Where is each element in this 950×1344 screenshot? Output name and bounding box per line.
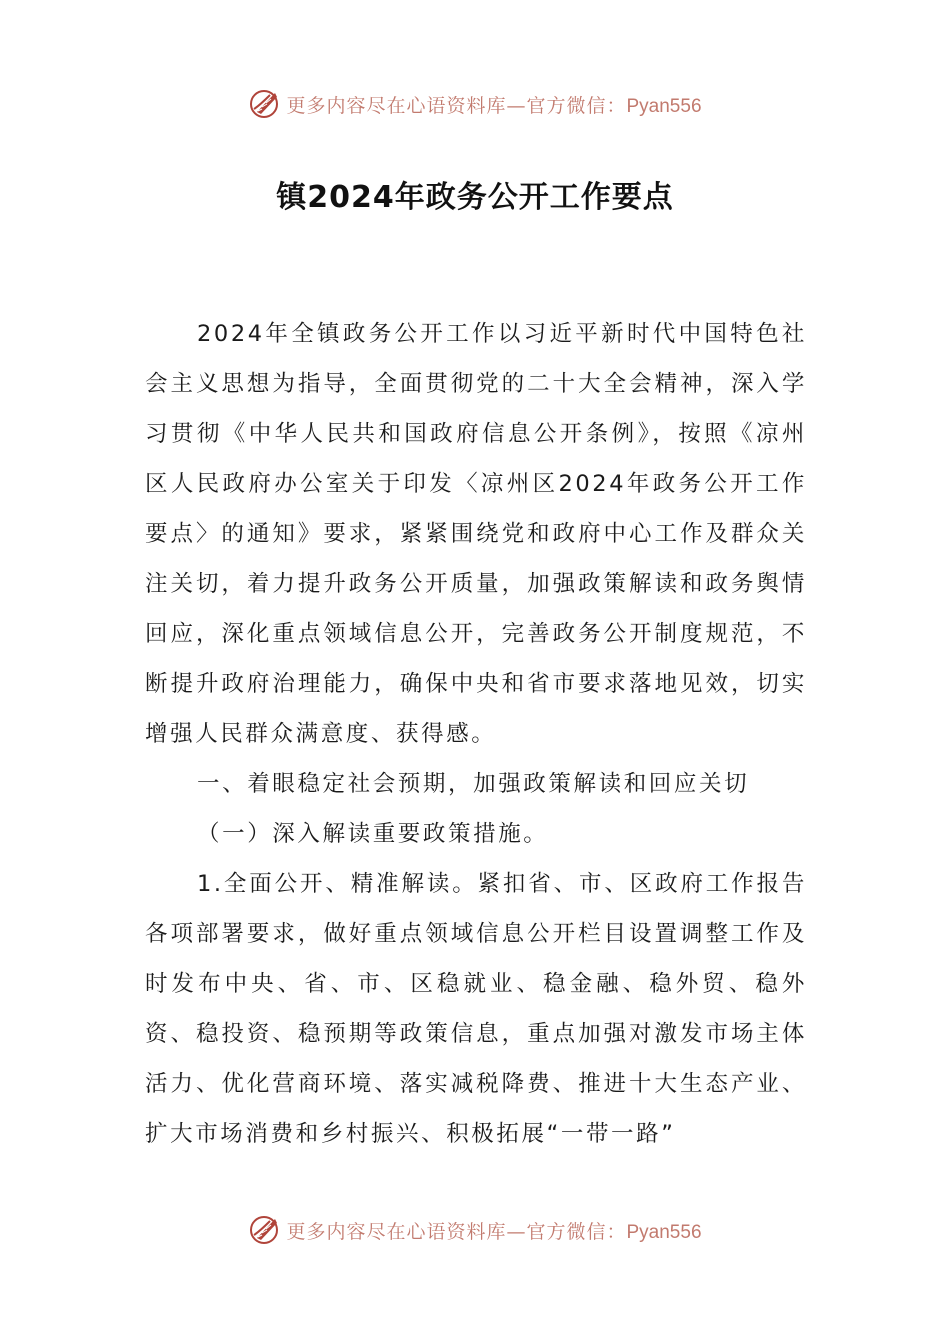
footer-watermark — [0, 1210, 950, 1250]
header-watermark — [0, 84, 950, 124]
section-heading-1: 一、着眼稳定社会预期，加强政策解读和回应关切 — [197, 771, 750, 797]
watermark-text — [286, 91, 701, 118]
watermark-text — [286, 1217, 701, 1244]
paragraph-item-1: 1.全面公开、精准解读。紧扣省、市、区政府工作报告各项部署要求，做好重点领域信息公开栏目设置调整工作及时发布中央、省、市、区稳就业、稳金融、稳外贸、稳外资、稳投资、稳预期等政策信息，重点加强对激发市场主体活力、优化营商环境、落实减税降费、推进十大生态产业、扩大市场消费和乡村振兴、积极拓展“一带一路” — [145, 871, 807, 1147]
quill-logo-icon — [248, 87, 282, 121]
document-title: 镇2024年政务公开工作要点 — [276, 180, 674, 215]
watermark-label: 更多内容尽在心语资料库—官方微信： — [286, 94, 627, 117]
quill-logo-icon — [248, 1213, 282, 1247]
subsection-heading-1: （一）深入解读重要政策措施。 — [197, 821, 549, 847]
paragraph-intro: 2024年全镇政务公开工作以习近平新时代中国特色社会主义思想为指导，全面贯彻党的二十大全会精神，深入学习贯彻《中华人民共和国政府信息公开条例》，按照《凉州区人民政府办公室关于印发〈凉州区2024年政务公开工作要点〉的通知》要求，紧紧围绕党和政府中心工作及群众关注关切，着力提升政务公开质量，加强政策解读和政务舆情回应，深化重点领域信息公开，完善政务公开制度规范，不断提升政府治理能力，确保中央和省市要求落地见效，切实增强人民群众满意度、获得感。 — [145, 321, 807, 747]
document-body — [145, 309, 807, 1159]
watermark-label: 更多内容尽在心语资料库—官方微信： — [286, 1220, 627, 1243]
watermark-wechat-id: Pyan556 — [626, 1221, 702, 1243]
watermark-wechat-id: Pyan556 — [626, 95, 702, 117]
